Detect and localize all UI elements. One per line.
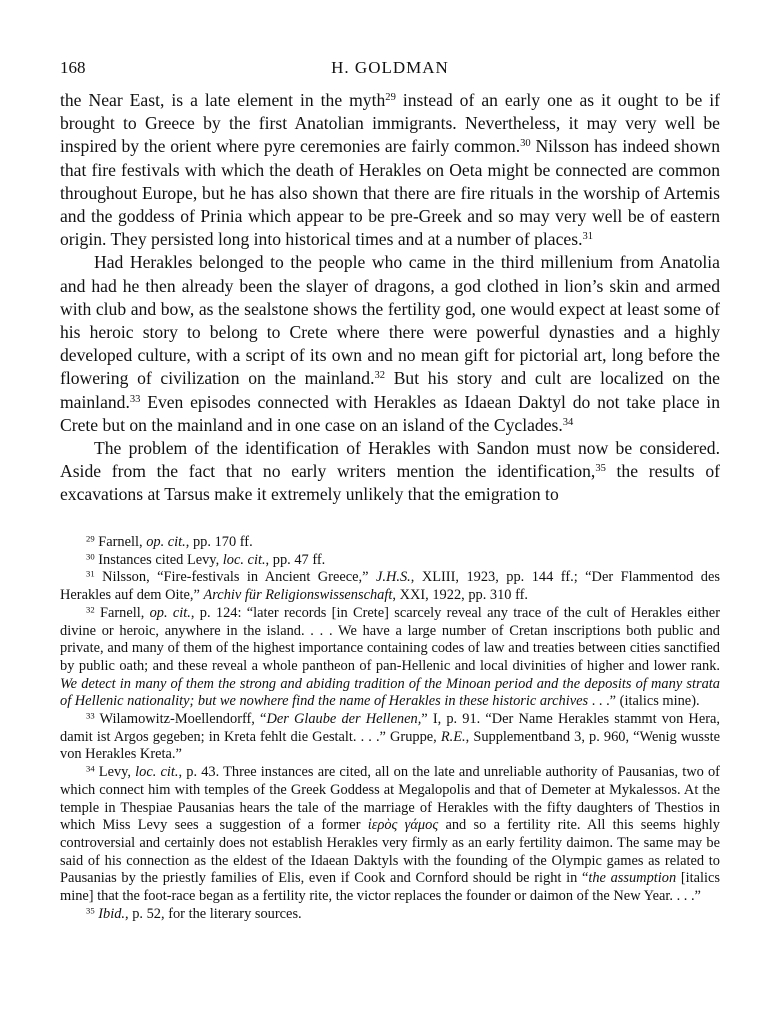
footnote bbox=[60, 534, 720, 552]
text-run: We detect in many of them the strong and abiding tradition of the Minoan period and the deposits of many strata of Hellenic nationality; but we nowhere find the name of Herakles in these historic archives bbox=[60, 675, 720, 710]
text-run: the Near East, is a late element in the myth bbox=[60, 90, 386, 110]
text-run: op. cit. bbox=[149, 604, 191, 621]
text-run: Had Herakles belonged to the people who came in the third millenium from Anatolia and had he then already been the slayer of dragons, a god clothed in lion’s skin and armed with club and bow, as the sealstone shows the fertility god, one would expect at least some of his heroic story to belong to Crete where there were powerful dynasties and a highly developed culture, with a script of its own and no mean gift for pictorial art, long before the flowering of civilization on the mainland. bbox=[60, 252, 720, 389]
text-run: ἱερὸς γάμος bbox=[367, 817, 439, 834]
footnote-ref: 29 bbox=[385, 92, 396, 104]
text-run: instead of an early one as it ought to be if brought to Greece by the first Anatolian immigrants. Nevertheless, it may very well be inspired by the orient where pyre ceremonies are fairly common. bbox=[60, 90, 720, 157]
text-run: ” I, p. 91. “Der Name Herakles stammt von Hera, damit ist Argos gegeben; in Kreta fehlt die Gestalt. . . .” Gruppe, bbox=[60, 711, 720, 745]
footnote bbox=[60, 711, 720, 764]
footnote-ref: 33 bbox=[129, 393, 141, 405]
footnote-ref: 32 bbox=[374, 370, 386, 382]
text-run: Even episodes connected with Herakles as Idaean Daktyl do not take place in Crete but on the mainland and in one case on an island of the Cyclades. bbox=[60, 391, 720, 435]
text-run: Der Glaube der Hellenen, bbox=[266, 711, 422, 728]
footnote bbox=[60, 764, 720, 906]
text-run: Instances cited Levy, bbox=[98, 551, 223, 568]
text-run: Nilsson has indeed shown that fire festivals with which the death of Herakles on Oeta might be connected are common throughout Europe, but he has also shown that there are fire rituals in the worship of Artemis and the goddess of Prinia which appear to be pre-Greek and so may very well be of eastern origin. They persisted long into historical times and at a number of places. bbox=[60, 136, 721, 250]
text-run: loc. cit. bbox=[135, 764, 179, 781]
text-run: , pp. 170 ff. bbox=[185, 534, 253, 550]
text-run: Levy, bbox=[98, 764, 136, 781]
text-run: , p. 52, for the literary sources. bbox=[125, 905, 302, 922]
footnote-ref: 34 bbox=[562, 417, 574, 429]
running-head: H. GOLDMAN bbox=[331, 58, 449, 77]
footnote-number: 32 bbox=[86, 604, 95, 615]
footnote-number: 30 bbox=[86, 550, 95, 561]
text-run: , p. 124: “later records [in Crete] scarcely reveal any trace of the cult of Herakles either divine or heroic, anywhere in the island. . . . We have a large number of Cretan inscriptions both public and private, and many of them of the highest importance containing codes of law and treaties between cities sanctified by public oath; and these reveal a whole pantheon of pan-Hellenic and local divinities of higher and lower rank. bbox=[60, 604, 720, 674]
footnote bbox=[60, 569, 720, 604]
text-run: R.E. bbox=[440, 728, 466, 745]
footnote-number: 34 bbox=[86, 763, 95, 774]
text-run: Farnell, bbox=[99, 604, 150, 621]
footnote bbox=[60, 552, 720, 570]
text-run: , XLIII, 1923, pp. 144 ff.; “Der Flammentod des Herakles auf dem Oite,” bbox=[60, 569, 720, 604]
page-header bbox=[60, 58, 720, 82]
text-run: The problem of the identification of Herakles with Sandon must now be considered. Aside from the fact that no early writers mention the identification, bbox=[60, 438, 720, 482]
text-run: Nilsson, “Fire-festivals in Ancient Greece,” bbox=[102, 569, 376, 586]
text-run: , XXI, 1922, pp. 310 ff. bbox=[392, 587, 529, 604]
footnotes bbox=[60, 534, 720, 923]
text-run: the assumption bbox=[588, 870, 677, 887]
paragraph bbox=[60, 89, 720, 251]
text-run: the results of excavations at Tarsus make it extremely unlikely that the emigration to bbox=[60, 461, 721, 505]
text-run: , p. 43. Three instances are cited, all on the late and unreliable authority of Pausanias, two of which connect him with temples of the Greek Goddess at Megalopolis and that of Demeter at Mykalessos. At the temple in Thespiae Pausanias hears the tale of the marriage of Herakles with the fifty daughters of Thestios in which Miss Levy sees a suggestion of a former bbox=[60, 764, 720, 834]
text-run: . . .” (italics mine). bbox=[588, 693, 700, 710]
text-run: Ibid. bbox=[98, 905, 126, 922]
footnote-number: 31 bbox=[86, 568, 95, 579]
text-run: Farnell, bbox=[98, 534, 147, 550]
footnote bbox=[60, 605, 720, 711]
footnote-ref: 35 bbox=[595, 463, 606, 475]
footnote-ref: 31 bbox=[582, 231, 594, 243]
footnote bbox=[60, 906, 720, 924]
footnote-ref: 30 bbox=[520, 138, 531, 150]
text-run: , Supplementband 3, p. 960, “Wenig wusste von Herakles Kreta.” bbox=[60, 728, 720, 763]
text-run: But his story and cult are localized on the mainland. bbox=[60, 368, 720, 412]
text-run: [italics mine] that the foot-race began as a fertility rite, the victor replaces the founder or daimon of the New Year. . . .” bbox=[60, 870, 721, 905]
paragraph bbox=[60, 251, 720, 437]
text-run: , pp. 47 ff. bbox=[265, 551, 326, 568]
page-number: 168 bbox=[60, 58, 86, 77]
text-run: op. cit. bbox=[146, 534, 186, 550]
text-run: J.H.S. bbox=[375, 569, 411, 586]
footnote-number: 35 bbox=[86, 905, 95, 916]
main-text bbox=[60, 89, 720, 507]
footnote-number: 33 bbox=[86, 710, 95, 721]
text-run: Wilamowitz-Moellendorff, “ bbox=[99, 711, 267, 728]
paragraph bbox=[60, 437, 720, 507]
footnote-number: 29 bbox=[86, 533, 95, 544]
text-run: loc. cit. bbox=[222, 551, 266, 568]
text-run: Archiv für Religionswissenschaft bbox=[203, 587, 393, 604]
text-run: and so a fertility rite. All this seems highly controversial and certainly does not establish Herakles very firmly as an early fertility daimon. The same may be said of his connection as the eldest of the Idaean Daktyls with the founding of the Olympic games as related to Pausanias by the priestly families of Elis, even if Cook and Cornford should be right in “ bbox=[60, 817, 720, 887]
